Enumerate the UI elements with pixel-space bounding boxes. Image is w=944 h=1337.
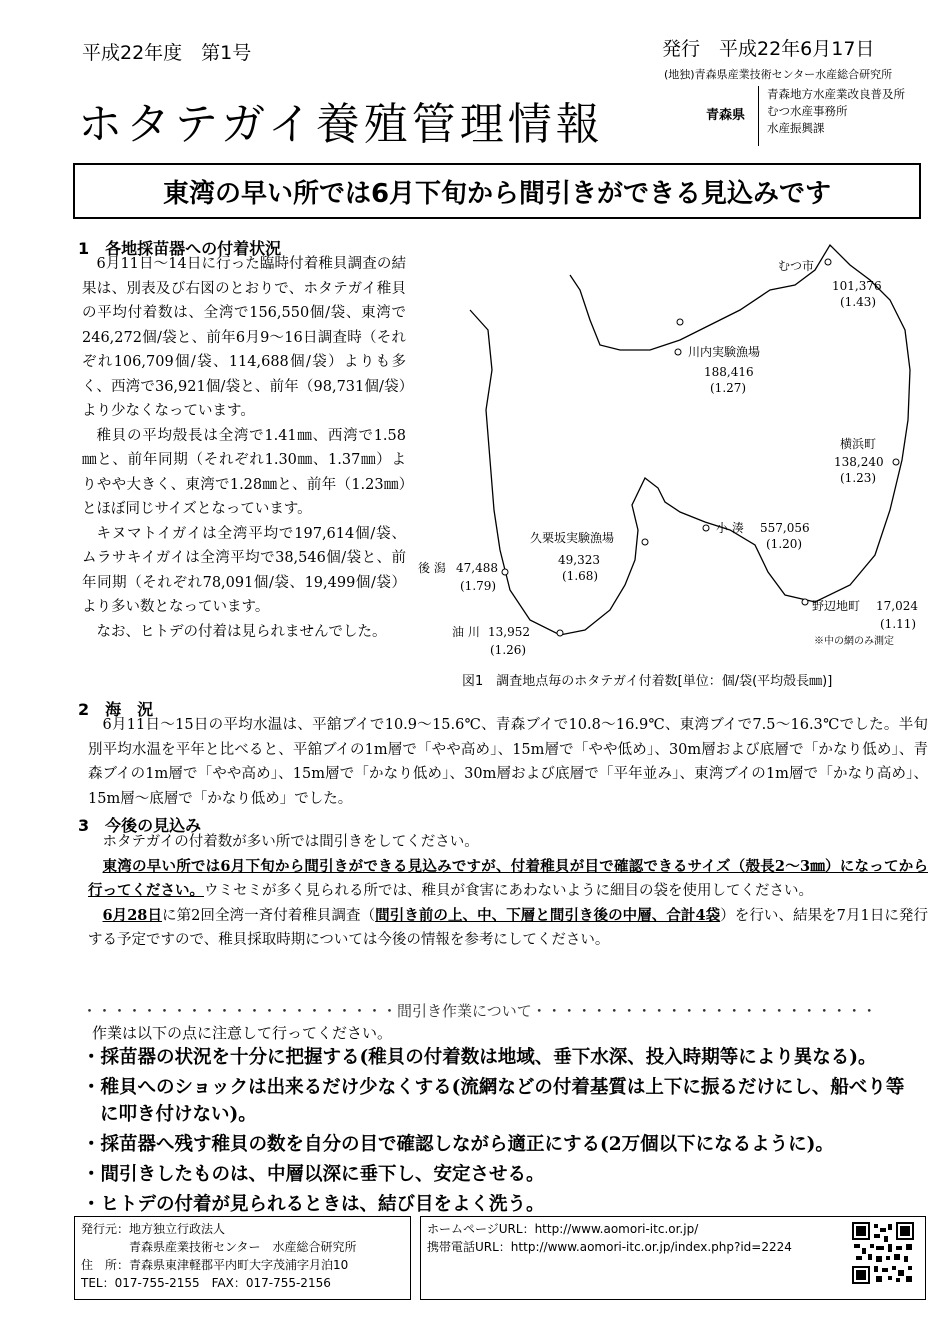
publisher: (地独)青森県産業技術センター水産総合研究所: [664, 68, 893, 81]
paragraph: なお、ヒトデの付着は見られませんでした。: [96, 623, 387, 640]
list-item: ・稚貝へのショックは出来るだけ少なくする(流網などの付着基質は上下に振るだけにし、船べり等に叩き付けない)。: [82, 1077, 905, 1125]
agency-item: 水産振興課: [767, 121, 825, 135]
homepage-url[interactable]: ホームページURL：http://www.aomori-itc.or.jp/: [427, 1222, 699, 1236]
text-span: ）を行い、結果を7月1日に発行する予定ですので、稚貝採取時期については今後の情報を参考にしてください。: [88, 907, 928, 948]
paragraph: ホタテガイの付着数が多い所では間引きをしてください。: [102, 834, 479, 850]
location-label: 油 川: [452, 625, 480, 639]
location-count: 49,323: [558, 553, 600, 567]
figure-caption: 図1 調査地点毎のホタテガイ付着数[単位：個/袋(平均殻長㎜)]: [462, 674, 833, 689]
thinning-work-heading: ・・・・・・・・・・・・・・・・・・・・・間引き作業について・・・・・・・・・・・・・・・・・・・・・・・: [82, 1002, 877, 1020]
location-size: (1.23): [840, 471, 877, 485]
prefecture-label: 青森県: [706, 108, 746, 123]
list-item: ・ヒトデの付着が見られるときは、結び目をよく洗う。: [82, 1194, 545, 1215]
location-label: 横浜町: [840, 437, 877, 451]
list-item: ・採苗器の状況を十分に把握する(稚貝の付着数は地域、垂下水深、投入時期等により異なる)。: [82, 1047, 877, 1068]
paragraph: 稚貝の平均殻長は全湾で1.41㎜、西湾で1.58㎜と、前年同期（それぞれ1.30㎜、1.37㎜）よりやや大きく、東湾で1.28㎜と、前年（1.23㎜）とほぼ同じサイズとなっています。: [82, 427, 406, 517]
location-size: (1.79): [460, 579, 497, 593]
location-count: 101,376: [832, 279, 882, 293]
footer-line: TEL：017-755-2155 FAX：017-755-2156: [81, 1276, 331, 1290]
agency-item: むつ水産事務所: [767, 104, 848, 118]
location-count: 13,952: [488, 625, 530, 639]
url-info-box: [420, 1216, 926, 1300]
paragraph: 6月11日～15日の平均水温は、平舘ブイで10.9～15.6℃、青森ブイで10.8～16.9℃、東湾ブイで7.5～16.3℃でした。半旬別平均水温を平年と比べると、平舘ブイの1m層で「やや高め」、15m層で「やや低め」、30m層および底層で「かなり低め」、青森ブイの1m層で「やや高め」、15m層で「かなり低め」、30m層および底層で「平年並み」、東湾ブイの1m層で「かなり高め」、15m層～底層で「かなり低め」でした。: [88, 717, 928, 807]
headline: 東湾の早い所では6月下旬から間引きができる見込みです: [162, 178, 832, 209]
list-item: ・採苗器へ残す稚貝の数を自分の目で確認しながら適正にする(2万個以下になるように)。: [82, 1134, 834, 1155]
map-note: ※中の網のみ測定: [814, 636, 894, 647]
bay-map: [410, 230, 944, 690]
location-size: (1.27): [710, 381, 747, 395]
location-count: 188,416: [704, 365, 754, 379]
location-size: (1.68): [562, 569, 599, 583]
location-count: 47,488: [456, 561, 498, 575]
location-label: 久栗坂実験漁場: [530, 531, 615, 545]
list-item: ・間引きしたものは、中層以深に垂下し、安定させる。: [82, 1164, 545, 1185]
location-size: (1.43): [840, 295, 877, 309]
footer-line: 青森県産業技術センター 水産総合研究所: [81, 1240, 357, 1254]
paragraph: 6月11日～14日に行った臨時付着稚貝調査の結果は、別表及び右図のとおりで、ホタテガイ稚貝の平均付着数は、全湾で156,550個/袋、東湾で246,272個/袋と、前年6月9～16日調査時（それぞれ106,709個/袋、114,688個/袋）よりも多く、西湾で36,921個/袋と、前年（98,731個/袋）より少なくなっています。: [82, 256, 406, 419]
location-label: むつ市: [778, 259, 815, 273]
location-label: 小 湊: [716, 521, 744, 535]
section-3-body: [88, 830, 928, 953]
headline-box: [73, 163, 921, 219]
thinning-work-list: [82, 1044, 922, 1221]
footer-line: 発行元：地方独立行政法人: [81, 1222, 226, 1236]
location-label: 野辺地町: [812, 599, 861, 613]
thinning-work-intro: 作業は以下の点に注意して行ってください。: [92, 1024, 393, 1042]
issue-number: 平成22年度 第1号: [82, 42, 252, 64]
location-count: 17,024: [876, 599, 918, 613]
underlined-text: 6月28日: [102, 906, 163, 924]
location-count: 138,240: [834, 455, 884, 469]
text-span: に第2回全湾一斉付着稚貝調査（: [162, 907, 376, 924]
map-labels: [418, 259, 918, 657]
section-1-body: [82, 252, 406, 644]
location-size: (1.20): [766, 537, 803, 551]
underlined-text: 間引き前の上、中、下層と間引き後の中層、合計4袋: [375, 906, 721, 924]
underlined-text: 付着稚貝が目で確認できるサイズ（殻長2～3㎜）になってから行ってください。: [88, 857, 928, 899]
section-1-title: 1 各地採苗器への付着状況: [78, 239, 282, 258]
paragraph: [88, 855, 928, 904]
paragraph: [88, 904, 928, 953]
location-label: 後 潟: [418, 561, 446, 575]
location-label: 川内実験漁場: [688, 345, 761, 359]
page-title: ホタテガイ養殖管理情報: [78, 99, 604, 150]
section-3-title: 3 今後の見込み: [78, 816, 202, 835]
qr-code-icon: [852, 1222, 914, 1284]
publication-date: 発行 平成22年6月17日: [662, 38, 875, 60]
paragraph: キヌマトイガイは全湾平均で197,614個/袋、ムラサキイガイは全湾平均で38,546個/袋と、前年同期（それぞれ78,091個/袋、19,499個/袋）より多い数となっています。: [82, 525, 406, 615]
section-2-title: 2 海 況: [78, 700, 154, 719]
text-span: ウミセミが多く見られる所では、稚貝が食害にあわないように細目の袋を使用してください。: [204, 883, 813, 899]
location-size: (1.26): [490, 643, 527, 657]
location-count: 557,056: [760, 521, 810, 535]
underlined-text: 東湾の早い所では6月下旬から間引きができる見込みですが、: [102, 857, 511, 875]
agency-list: [758, 86, 944, 146]
agency-item: 青森地方水産業改良普及所: [767, 87, 905, 101]
footer-line: 住 所：青森県東津軽郡平内町大字茂浦字月泊10: [81, 1258, 349, 1272]
mobile-url[interactable]: 携帯電話URL：http://www.aomori-itc.or.jp/index.php?id=2224: [427, 1240, 792, 1254]
publisher-info-box: [74, 1216, 411, 1300]
section-2-body: [88, 713, 928, 811]
location-size: (1.11): [880, 617, 917, 631]
